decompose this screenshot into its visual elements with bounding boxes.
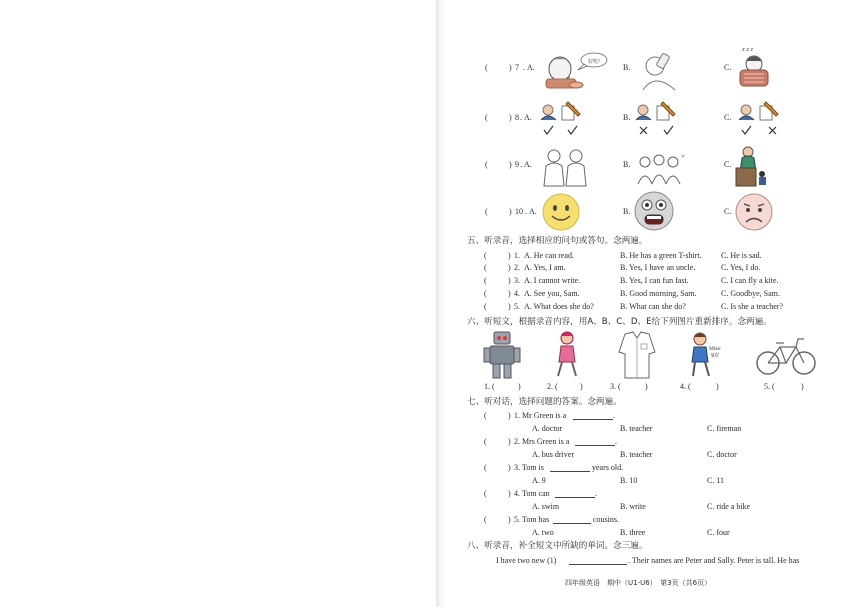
question-text-end: years old. <box>592 463 624 472</box>
option-b-text: B. teacher <box>620 424 653 433</box>
option-a-text: A. two <box>532 528 554 537</box>
question-number-dot: . <box>520 160 522 169</box>
answer-blank <box>553 515 591 524</box>
option-a-text: A. doctor <box>532 424 563 433</box>
row-number: 2. <box>514 263 520 272</box>
question-number: 7 <box>515 63 519 72</box>
answer-paren-open: ( <box>484 302 487 311</box>
answer-paren-close: ) <box>509 160 512 169</box>
question-text: Tom is <box>522 463 544 472</box>
picture-2-label: 2. ( <box>547 382 558 391</box>
question-number: 9 <box>515 160 519 169</box>
scared-face-icon <box>633 190 675 232</box>
answer-paren-open: ( <box>484 489 487 498</box>
question-number: 2. <box>514 437 520 446</box>
answer-paren-open: ( <box>484 463 487 472</box>
option-a-label: A. <box>524 160 532 169</box>
two-people-picture <box>540 146 590 188</box>
option-b-label: B. <box>623 160 631 169</box>
section-7-heading: 七、听对话，选择问题的答案。念两遍。 <box>467 397 622 407</box>
option-c-text: C. Goodbye, Sam. <box>721 289 780 298</box>
sad-face-icon <box>734 192 774 232</box>
answer-paren-close: ) <box>508 411 511 420</box>
question-text-end: cousins. <box>593 515 619 524</box>
passage-blank-1 <box>569 556 627 565</box>
answer-paren-open: ( <box>485 63 488 72</box>
answer-paren-open: ( <box>484 515 487 524</box>
option-c-text: C. doctor <box>707 450 737 459</box>
option-a-text: A. What does she do? <box>524 302 594 311</box>
option-c-text: C. fireman <box>707 424 742 433</box>
mike-boy-picture <box>687 330 727 380</box>
option-c-text: C. ride a bike <box>707 502 751 511</box>
answer-paren-close: ) <box>508 463 511 472</box>
answer-paren-open: ( <box>484 437 487 446</box>
answer-paren-open: ( <box>485 207 488 216</box>
option-c-text: C. 11 <box>707 476 725 485</box>
option-b-label: B. <box>623 113 631 122</box>
option-b-text: B. teacher <box>620 450 653 459</box>
passage-start-text: I have two new (1) <box>496 556 557 565</box>
answer-paren-close: ) <box>508 515 511 524</box>
teacher-and-desk-picture <box>734 144 770 190</box>
option-b-label: B. <box>623 207 631 216</box>
option-a-text: A. Yes, I am. <box>524 263 566 272</box>
answer-paren-close: ) <box>508 289 511 298</box>
option-a-text: A. 9 <box>532 476 546 485</box>
question-number: 10 <box>515 207 523 216</box>
bicycle-picture <box>754 335 818 379</box>
option-a-label: A. <box>529 207 537 216</box>
answer-paren-close: ) <box>509 113 512 122</box>
option-c-label: C. <box>724 63 732 72</box>
question-text-end: . <box>595 489 597 498</box>
answer-paren-close: ) <box>508 276 511 285</box>
option-c-label: C. <box>724 160 732 169</box>
section-8-heading: 八、听录音，补全短文中所缺的单词。念三遍。 <box>467 541 648 551</box>
option-c-text: C. I can fly a kite. <box>721 276 779 285</box>
option-a-label: A. <box>524 113 532 122</box>
question-text: Mrs Green is a <box>522 437 570 446</box>
option-b-text: B. 10 <box>620 476 638 485</box>
picture-2-close-paren: ) <box>580 382 583 391</box>
option-a-text: A. He can read. <box>524 251 574 260</box>
question-number: 4. <box>514 489 520 498</box>
boy-drinking-picture <box>633 50 687 92</box>
eating-girl-picture <box>538 47 608 91</box>
answer-paren-open: ( <box>485 113 488 122</box>
option-b-text: B. three <box>620 528 646 537</box>
question-text-end: . <box>615 437 617 446</box>
answer-blank <box>550 463 590 472</box>
shirt-picture <box>617 330 657 380</box>
answer-paren-open: ( <box>484 289 487 298</box>
running-girl-picture <box>553 330 581 380</box>
answer-blank <box>555 489 595 498</box>
question-number-dot: . <box>523 63 525 72</box>
answer-paren-open: ( <box>484 276 487 285</box>
picture-1-close-paren: ) <box>518 382 521 391</box>
option-b-text: B. He has a green T-shirt. <box>620 251 702 260</box>
option-b-text: B. What can she do? <box>620 302 686 311</box>
option-a-text: A. See you, Sam. <box>524 289 580 298</box>
section-6-heading: 六、听短文，根据录音内容，用A、B、C、D、E给下列图片重新排序。念两遍。 <box>467 317 772 327</box>
answer-paren-close: ) <box>508 489 511 498</box>
question-text-end: . <box>613 411 615 420</box>
swim-write-check-check-picture <box>538 98 584 140</box>
row-number: 1. <box>514 251 520 260</box>
picture-4-label: 4. ( <box>680 382 691 391</box>
answer-paren-open: ( <box>485 160 488 169</box>
answer-blank <box>575 437 615 446</box>
option-b-label: B. <box>623 63 631 72</box>
mike-name-label: Mike <box>709 346 721 352</box>
passage-continuation-text: . Their names are Peter and Sally. Peter is tall. He has <box>628 556 800 565</box>
book-spine <box>436 0 446 607</box>
answer-paren-close: ) <box>509 63 512 72</box>
row-number: 4. <box>514 289 520 298</box>
answer-paren-close: ) <box>509 207 512 216</box>
picture-5-label: 5. ( <box>764 382 775 391</box>
row-number: 5. <box>514 302 520 311</box>
option-b-text: B. Yes, I have an uncle. <box>620 263 696 272</box>
answer-paren-close: ) <box>508 437 511 446</box>
option-a-text: A. swim <box>532 502 560 511</box>
answer-paren-close: ) <box>508 251 511 260</box>
picture-1-label: 1. ( <box>484 382 495 391</box>
option-c-label: C. <box>724 207 732 216</box>
picture-5-close-paren: ) <box>801 382 804 391</box>
question-number-dot: . <box>520 113 522 122</box>
option-c-text: C. Is she a teacher? <box>721 302 783 311</box>
zzz-text: z z z <box>742 47 754 53</box>
sleeping-girl-picture <box>736 44 772 90</box>
swim-write-check-cross-picture <box>736 98 784 140</box>
option-b-text: B. Yes, I can fun fast. <box>620 276 689 285</box>
question-text: Tom has <box>522 515 550 524</box>
swim-write-cross-check-picture <box>633 98 681 140</box>
question-number: 3. <box>514 463 520 472</box>
option-c-label: C. <box>724 113 732 122</box>
answer-paren-open: ( <box>484 263 487 272</box>
option-c-text: C. He is sad. <box>721 251 762 260</box>
option-a-label: A. <box>527 63 535 72</box>
option-a-text: A. bus driver <box>532 450 574 459</box>
picture-3-label: 3. ( <box>610 382 621 391</box>
answer-paren-open: ( <box>484 251 487 260</box>
answer-paren-close: ) <box>508 263 511 272</box>
speech-bubble-text: 好吃! <box>588 59 601 65</box>
mike-age-label: 9岁 <box>711 353 720 359</box>
question-text: Mr Green is a <box>522 411 567 420</box>
section-5-heading: 五、听录音，选择相应的问句或答句。念两遍。 <box>467 236 648 246</box>
question-number: 1. <box>514 411 520 420</box>
option-a-text: A. I cannot write. <box>524 276 581 285</box>
answer-paren-open: ( <box>484 411 487 420</box>
picture-4-close-paren: ) <box>716 382 719 391</box>
happy-face-icon <box>541 192 581 232</box>
option-b-text: B. Good morning, Sam. <box>620 289 697 298</box>
option-c-text: C. Yes, I do. <box>721 263 761 272</box>
option-b-text: B. write <box>620 502 646 511</box>
picture-3-close-paren: ) <box>645 382 648 391</box>
question-number: 5. <box>514 515 520 524</box>
question-text: Tom can <box>522 489 550 498</box>
page-footer: 四年级英语 期中（U1-U6） 第3页（共6页） <box>565 579 712 587</box>
robot-picture <box>482 330 522 380</box>
question-number: 8 <box>515 113 519 122</box>
group-of-kids-picture <box>633 150 687 188</box>
row-number: 3. <box>514 276 520 285</box>
question-number-dot: . <box>525 207 527 216</box>
answer-blank <box>573 411 613 420</box>
option-c-text: C. four <box>707 528 730 537</box>
answer-paren-close: ) <box>508 302 511 311</box>
